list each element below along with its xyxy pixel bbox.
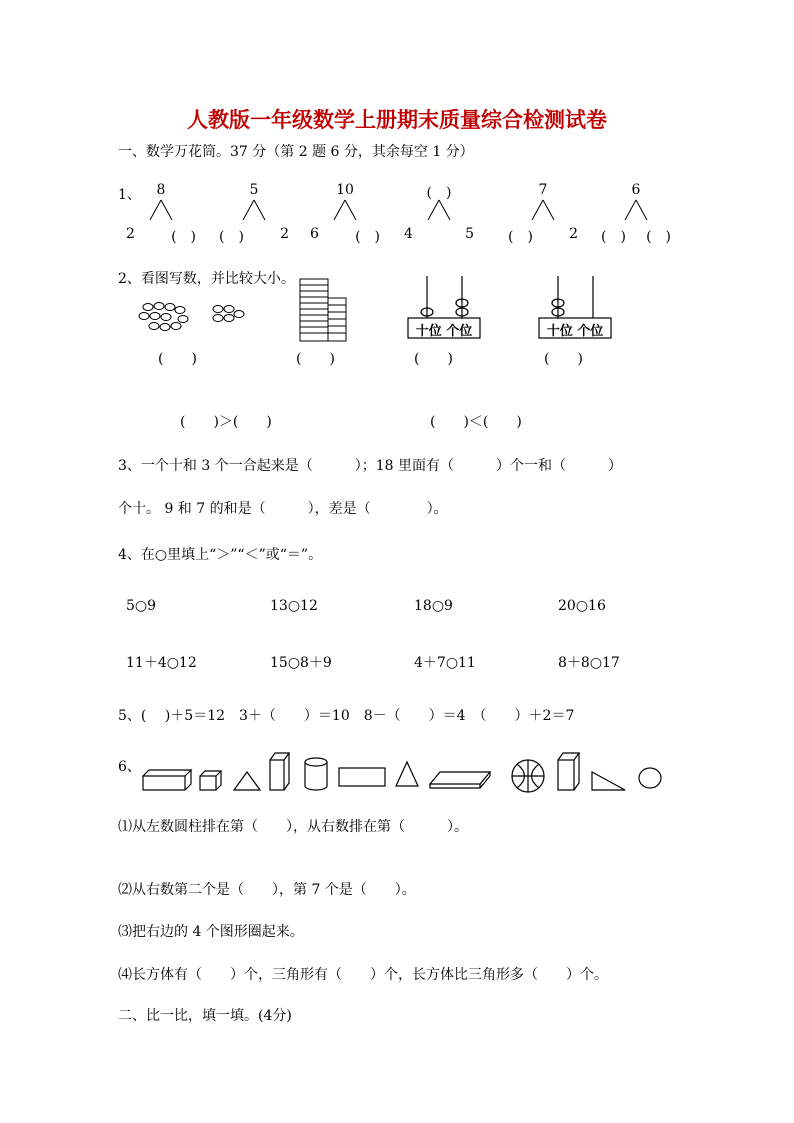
- cube-icon: [200, 771, 221, 790]
- number-bond: [219, 182, 289, 252]
- q4-item[interactable]: 4＋7○11: [414, 655, 476, 671]
- number-bond-left[interactable]: ( ): [219, 229, 244, 245]
- number-bond-right[interactable]: 5: [465, 226, 474, 242]
- number-bond-left[interactable]: 4: [404, 226, 413, 242]
- q2-blank-4[interactable]: ( ): [544, 351, 583, 367]
- abacus-1: [407, 276, 481, 340]
- triangle-icon: [234, 772, 260, 790]
- q4-item[interactable]: 18○9: [414, 598, 453, 614]
- number-bond-left[interactable]: ( ): [601, 229, 626, 245]
- number-bond: [126, 182, 196, 252]
- q2-blank-1[interactable]: ( ): [158, 351, 197, 367]
- q6-part-4: ⑷长方体有（ ）个，三角形有（ ）个，长方体比三角形多（ ）个。: [118, 967, 608, 983]
- number-bond-left[interactable]: 2: [126, 226, 135, 242]
- abacus-1-label: 十位 个位: [415, 324, 473, 339]
- q5-text: 5、( )＋5＝12 3＋（ ）＝10 8－（ ）＝4 （ ）＋2＝7: [118, 708, 575, 724]
- q4-item[interactable]: 20○16: [558, 598, 606, 614]
- number-bond-top[interactable]: 6: [631, 182, 641, 198]
- q3-line-1: 3、一个十和 3 个一合起来是（ ）；18 里面有（ ）个一和（ ）: [118, 458, 622, 474]
- section2-header: 二、比一比，填一填。(4分): [118, 1008, 292, 1024]
- abacus-2: [538, 276, 612, 340]
- cuboid-long-icon: [143, 770, 191, 790]
- number-bond-right[interactable]: ( ): [355, 229, 380, 245]
- number-bond-right[interactable]: ( ): [171, 229, 196, 245]
- number-bond-branches: [148, 200, 174, 222]
- number-bond-right[interactable]: 2: [280, 226, 289, 242]
- oval-icon: [639, 768, 661, 788]
- ovals-group-large-icon: [138, 300, 198, 336]
- number-bond-left[interactable]: 6: [310, 226, 319, 242]
- ball-icon: [512, 760, 544, 792]
- q2-compare-less[interactable]: ( )＜( ): [430, 414, 522, 430]
- flat-cuboid-icon: [430, 772, 490, 788]
- q6-part-2: ⑵从右数第二个是（ ），第 7 个是（ ）。: [118, 882, 416, 898]
- q4-text: 4、在○里填上“＞”“＜”或“＝”。: [118, 547, 323, 563]
- number-bond-left[interactable]: ( ): [508, 229, 533, 245]
- number-bond-branches: [530, 200, 556, 222]
- number-bond: [601, 182, 671, 252]
- q1-number: 1、: [118, 187, 141, 203]
- q3-line-2: 个十。 9 和 7 的和是（ ），差是（ ）。: [118, 501, 448, 517]
- section1-header: 一、数学万花筒。37 分（第 2 题 6 分，其余每空 1 分）: [118, 144, 474, 160]
- right-triangle-icon: [592, 772, 625, 790]
- q2-blank-2[interactable]: ( ): [296, 351, 335, 367]
- cylinder-icon: [305, 758, 327, 790]
- q2-text: 2、看图写数，并比较大小。: [118, 271, 295, 287]
- q6-number: 6、: [118, 759, 141, 775]
- number-bond-branches: [426, 200, 452, 222]
- number-bond: [508, 182, 578, 252]
- number-bond-right[interactable]: 2: [569, 226, 578, 242]
- shapes-row: [140, 748, 670, 798]
- number-bond-branches: [241, 200, 267, 222]
- page-title: 人教版一年级数学上册期末质量综合检测试卷: [187, 107, 607, 132]
- q4-item[interactable]: 11＋4○12: [126, 655, 197, 671]
- number-bond-top[interactable]: 8: [156, 182, 166, 198]
- q2-compare-greater[interactable]: ( )＞( ): [180, 414, 272, 430]
- q6-part-1: ⑴从左数圆柱排在第（ ），从右数排在第（ ）。: [118, 819, 468, 835]
- q4-item[interactable]: 15○8＋9: [270, 655, 332, 671]
- number-bond-top[interactable]: 5: [249, 182, 259, 198]
- number-bond-top[interactable]: 7: [538, 182, 548, 198]
- q4-item[interactable]: 5○9: [126, 598, 157, 614]
- q2-blank-3[interactable]: ( ): [414, 351, 453, 367]
- cuboid-tall-icon: [270, 753, 289, 790]
- q6-part-3: ⑶把右边的 4 个图形圈起来。: [118, 924, 304, 940]
- q4-item[interactable]: 13○12: [270, 598, 318, 614]
- bundled-sticks-icon: [299, 278, 349, 342]
- abacus-2-label: 十位 个位: [546, 324, 604, 339]
- number-bond: [404, 182, 474, 252]
- q4-item[interactable]: 8＋8○17: [558, 655, 620, 671]
- number-bond-branches: [623, 200, 649, 222]
- number-bond-right[interactable]: ( ): [646, 229, 671, 245]
- rectangle-icon: [339, 768, 385, 786]
- number-bond-top[interactable]: ( ): [426, 185, 452, 201]
- number-bond-top[interactable]: 10: [336, 182, 354, 198]
- number-bond-branches: [332, 200, 358, 222]
- number-bond: [310, 182, 380, 252]
- cuboid-tall-icon: [558, 753, 579, 790]
- ovals-group-small-icon: [212, 304, 242, 326]
- triangle-icon: [396, 762, 418, 786]
